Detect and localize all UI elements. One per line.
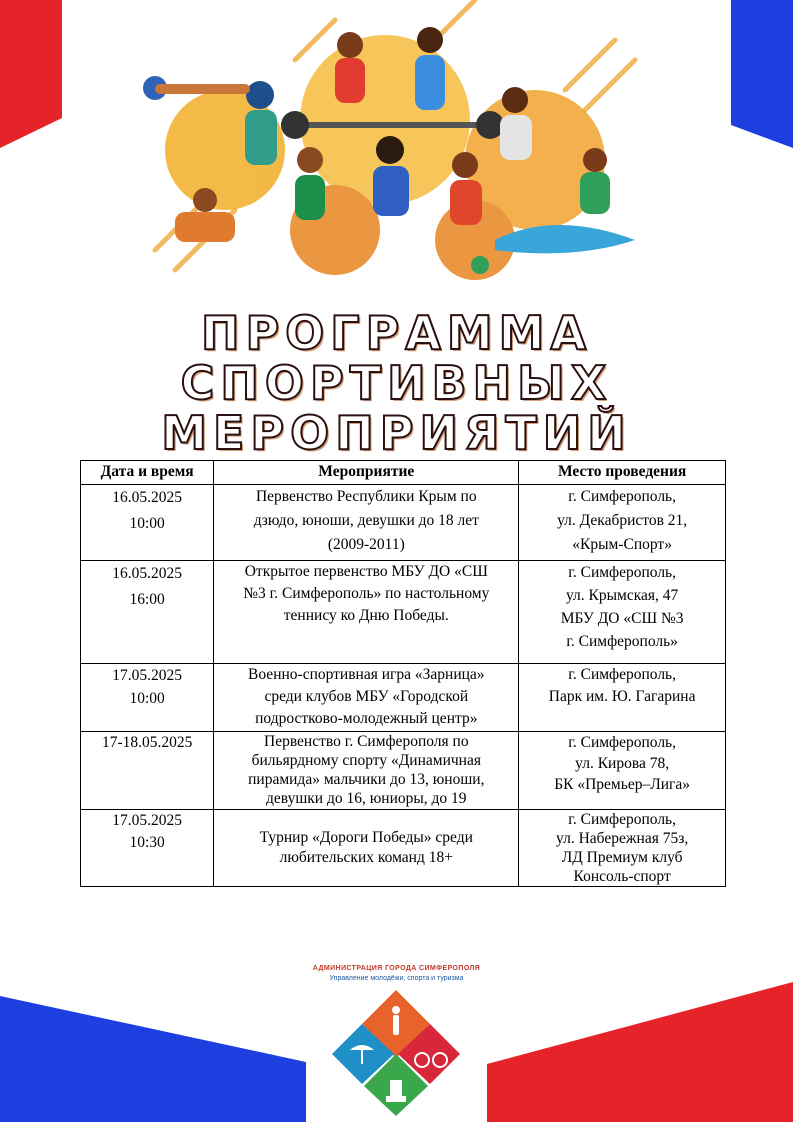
event-line: теннису ко Дню Победы. bbox=[283, 607, 449, 624]
time-text: 10:00 bbox=[129, 690, 165, 707]
athletes-collage-icon bbox=[135, 0, 655, 290]
event-line: Турнир «Дороги Победы» среди bbox=[259, 829, 473, 846]
place-cell bbox=[519, 485, 726, 561]
place-line: г. Симферополь» bbox=[566, 633, 678, 650]
date-text: 17.05.2025 bbox=[112, 812, 183, 829]
place-cell bbox=[519, 810, 726, 887]
place-line: г. Симферополь, bbox=[568, 666, 676, 683]
table-row bbox=[81, 485, 726, 561]
time-text: 10:00 bbox=[129, 515, 165, 532]
event-line: (2009-2011) bbox=[327, 536, 405, 553]
event-cell bbox=[214, 664, 519, 732]
date-text: 17-18.05.2025 bbox=[101, 734, 193, 751]
event-line: дзюдо, юноши, девушки до 18 лет bbox=[253, 512, 479, 529]
date-cell bbox=[81, 561, 214, 664]
event-line: среди клубов МБУ «Городской bbox=[264, 688, 469, 705]
place-line: «Крым-Спорт» bbox=[572, 536, 672, 553]
city-emblem-icon bbox=[330, 988, 462, 1118]
time-text: 10:30 bbox=[129, 834, 165, 851]
table-row bbox=[81, 810, 726, 887]
date-text: 17.05.2025 bbox=[112, 667, 183, 684]
place-cell bbox=[519, 561, 726, 664]
table-row bbox=[81, 664, 726, 732]
date-cell bbox=[81, 664, 214, 732]
place-line: БК «Премьер–Лига» bbox=[554, 776, 690, 793]
place-cell bbox=[519, 664, 726, 732]
title-line-1: ПРОГРАММА СПОРТИВНЫХ bbox=[180, 306, 613, 410]
bottom-left-flag-decoration bbox=[0, 980, 306, 1122]
event-line: Военно-спортивная игра «Зарница» bbox=[248, 666, 485, 683]
bottom-right-flag-decoration bbox=[487, 982, 793, 1122]
place-line: ул. Набережная 75з, bbox=[556, 830, 689, 847]
place-line: г. Симферополь, bbox=[568, 734, 676, 751]
place-line: г. Симферополь, bbox=[568, 811, 676, 828]
table-header-row bbox=[81, 461, 726, 485]
date-cell bbox=[81, 732, 214, 810]
date-text: 16.05.2025 bbox=[112, 565, 183, 582]
place-line: МБУ ДО «СШ №3 bbox=[560, 610, 684, 627]
header-place: Место проведения bbox=[519, 461, 726, 485]
event-line: подростково-молодежный центр» bbox=[255, 710, 478, 727]
date-text: 16.05.2025 bbox=[112, 489, 183, 506]
event-line: девушки до 16, юниоры, до 19 bbox=[266, 790, 467, 807]
event-line: Первенство Республики Крым по bbox=[255, 488, 477, 505]
place-line: Парк им. Ю. Гагарина bbox=[548, 688, 696, 705]
top-left-flag-decoration bbox=[0, 0, 62, 148]
title-line-2: МЕРОПРИЯТИЙ bbox=[161, 406, 632, 460]
header-date: Дата и время bbox=[81, 461, 214, 485]
event-line: №3 г. Симферополь» по настольному bbox=[243, 585, 490, 602]
place-line: г. Симферополь, bbox=[568, 564, 676, 581]
event-line: бильярдному спорту «Динамичная bbox=[251, 752, 481, 769]
table-row bbox=[81, 561, 726, 664]
place-line: ул. Декабристов 21, bbox=[557, 512, 688, 529]
event-line: любительских команд 18+ bbox=[279, 849, 453, 866]
top-right-flag-decoration bbox=[731, 0, 793, 148]
logo-org-name: АДМИНИСТРАЦИЯ ГОРОДА СИМФЕРОПОЛЯ bbox=[312, 965, 481, 972]
date-cell bbox=[81, 810, 214, 887]
header-event: Мероприятие bbox=[214, 461, 519, 485]
events-table bbox=[80, 460, 726, 887]
place-cell bbox=[519, 732, 726, 810]
event-cell bbox=[214, 732, 519, 810]
table-row bbox=[81, 732, 726, 810]
event-line: Открытое первенство МБУ ДО «СШ bbox=[244, 563, 488, 580]
place-line: г. Симферополь, bbox=[568, 488, 676, 505]
place-line: ЛД Премиум клуб bbox=[561, 849, 683, 866]
logo-department-name: Управление молодёжи, спорта и туризма bbox=[329, 975, 464, 982]
event-cell bbox=[214, 561, 519, 664]
event-line: Первенство г. Симферополя по bbox=[264, 733, 469, 750]
page-title bbox=[0, 308, 793, 458]
time-text: 16:00 bbox=[129, 591, 165, 608]
place-line: ул. Крымская, 47 bbox=[565, 587, 679, 604]
date-cell bbox=[81, 485, 214, 561]
event-line: пирамида» мальчики до 13, юноши, bbox=[248, 771, 485, 788]
place-line: Консоль-спорт bbox=[573, 868, 671, 885]
event-cell bbox=[214, 810, 519, 887]
place-line: ул. Кирова 78, bbox=[575, 755, 670, 772]
event-cell bbox=[214, 485, 519, 561]
